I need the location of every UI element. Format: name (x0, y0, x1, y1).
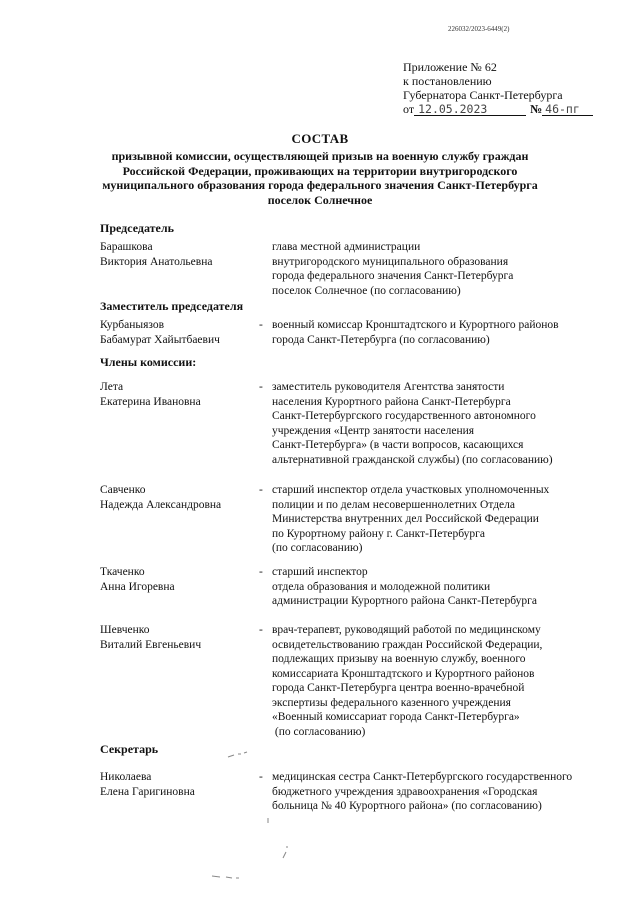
person-given-names: Анна Игоревна (100, 580, 175, 593)
document-title: СОСТАВ (291, 131, 349, 146)
position-line: поселок Солнечное (по согласованию) (272, 284, 461, 297)
dash-separator: - (259, 319, 263, 331)
person-surname: Курбаныязов (100, 319, 165, 331)
position-line: внутригородского муниципального образования (272, 255, 509, 268)
appendix-line-3: Губернатора Санкт-Петербурга (403, 88, 563, 102)
person-surname: Барашкова (100, 241, 153, 253)
speck (283, 846, 287, 858)
section-members: Члены комиссии: (100, 355, 197, 369)
appendix-from-prefix: от (403, 102, 415, 116)
position-line: подлежащих призыву на военную службу, военного (272, 653, 526, 665)
position-line: по Курортному району г. Санкт-Петербурга (272, 527, 485, 540)
position-line: отдела образования и молодежной политики (272, 580, 491, 593)
section-deputy: Заместитель председателя (100, 299, 244, 313)
appendix-line-2: к постановлению (403, 74, 492, 88)
person-surname: Ткаченко (100, 566, 145, 578)
dash-separator: - (259, 381, 263, 393)
appendix-date: 12.05.2023 (414, 103, 526, 116)
dash-separator: - (259, 484, 263, 496)
person-given-names: Елена Гаригиновна (100, 785, 195, 798)
person-given-names: Виталий Евгеньевич (100, 638, 202, 651)
position-line: Министерства внутренних дел Российской Федерации (272, 513, 539, 525)
dash-separator: - (259, 624, 263, 636)
position-line: больница № 40 Курортного района» (по согласованию) (272, 800, 542, 812)
position-line: медицинская сестра Санкт-Петербургского государственного (272, 771, 573, 783)
position-line: (по согласованию) (272, 542, 363, 554)
position-line: старший инспектор отдела участковых уполномоченных (272, 484, 550, 496)
position-line: полиции и по делам несовершеннолетних Отдела (272, 498, 516, 511)
person-surname: Савченко (100, 484, 146, 496)
position-line: военный комиссар Кронштадтского и Курортного районов (272, 319, 559, 331)
position-line: Санкт-Петербурга» (в части вопросов, касающихся (272, 439, 524, 451)
appendix-number-label: № (530, 102, 543, 116)
dash-separator: - (259, 566, 263, 578)
position-line: бюджетного учреждения здравоохранения «Городская (272, 785, 538, 798)
position-line: врач-терапевт, руководящий работой по медицинскому (272, 624, 541, 636)
position-line: учреждения «Центр занятости населения (272, 424, 475, 437)
person-surname: Лета (100, 381, 124, 393)
position-line: альтернативной гражданской службы) (по согласованию) (272, 453, 553, 466)
position-line: населения Курортного района Санкт-Петербурга (272, 395, 511, 408)
appendix-line-1: Приложение № 62 (403, 60, 497, 74)
speck (228, 752, 247, 757)
position-line: администрации Курортного района Санкт-Петербурга (272, 595, 537, 607)
position-line: глава местной администрации (272, 241, 421, 253)
position-line: экспертизы федерального казенного учреждения (272, 696, 511, 709)
person-surname: Шевченко (100, 624, 150, 636)
person-given-names: Бабамурат Хайытбаевич (100, 333, 220, 346)
appendix-number: 46-пг (542, 103, 593, 116)
position-line: города Санкт-Петербурга (по согласованию) (272, 333, 490, 346)
position-line: (по согласованию) (272, 725, 366, 738)
position-line: старший инспектор (272, 566, 368, 578)
position-line: заместитель руководителя Агентства занятости (272, 381, 505, 393)
person-given-names: Надежда Александровна (100, 498, 222, 511)
position-line: комиссариата Кронштадтского и Курортного районов (272, 667, 535, 680)
person-given-names: Екатерина Ивановна (100, 395, 201, 408)
person-given-names: Виктория Анатольевна (100, 255, 213, 268)
document-registration-number: 226032/2023-6449(2) (448, 25, 510, 33)
section-secretary: Секретарь (100, 742, 159, 756)
speck (212, 876, 239, 878)
position-line: освидетельствованию граждан Российской Федерации, (272, 638, 543, 651)
document-subtitle: призывной комиссии, осуществляющей призыв на военную службу граждан Российской Федерации, проживающих на территории внутригородского муниципального образования города федерального значения Санкт-Петербурга поселок Солнечное (102, 149, 538, 207)
position-line: Санкт-Петербургского государственного автономного (272, 410, 536, 422)
dash-separator: - (259, 771, 263, 783)
position-line: «Военный комиссариат города Санкт-Петербурга» (272, 711, 520, 723)
person-surname: Николаева (100, 771, 152, 783)
position-line: города федерального значения Санкт-Петербурга (272, 270, 514, 282)
section-chairman: Председатель (100, 221, 174, 235)
position-line: города Санкт-Петербурга центра военно-врачебной (272, 682, 525, 694)
